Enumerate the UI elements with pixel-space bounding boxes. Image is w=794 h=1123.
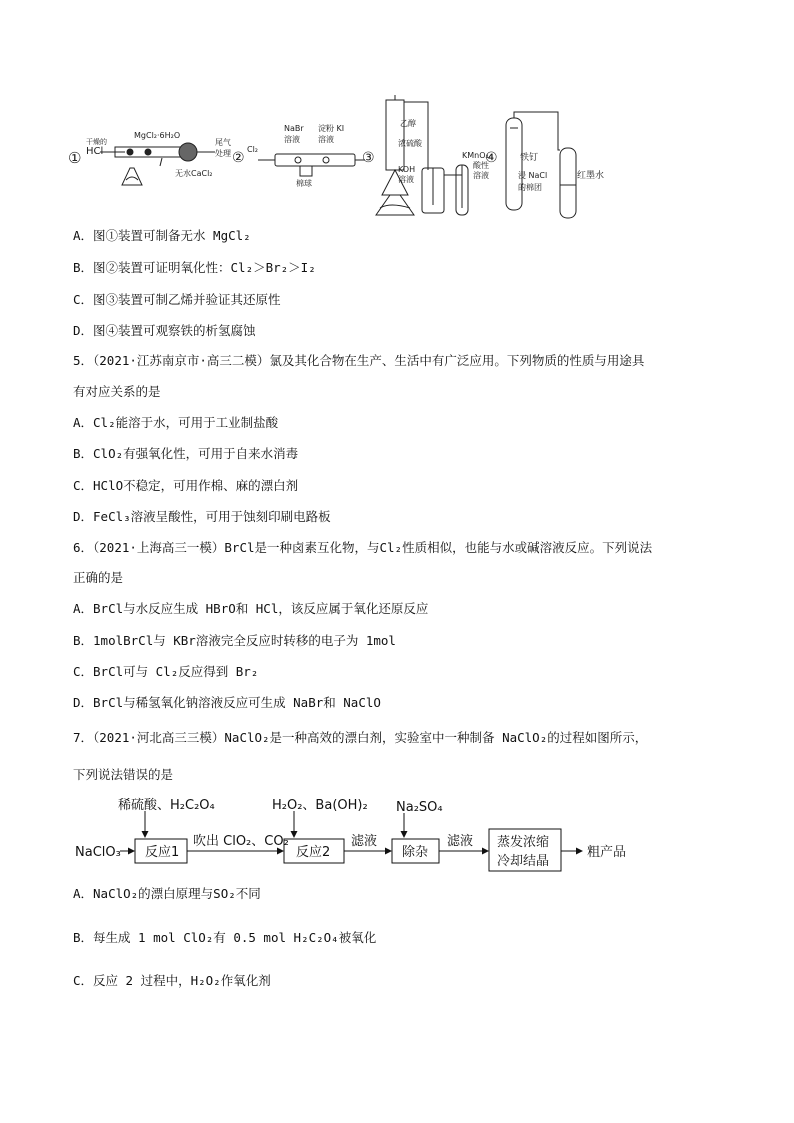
q5-option-a: A．Cl₂能溶于水，可用于工业制盐酸 [73,415,279,430]
label-kmno4-a: KMnO₄ [462,151,489,160]
label-mgcl: MgCl₂·6H₂O [134,131,181,140]
flow-diagram [0,795,794,885]
label-hcl-a: 干燥的 [86,138,107,146]
label-nacl-a: 浸 NaCl [518,171,548,180]
q6-option-a: A．BrCl与水反应生成 HBrO和 HCl，该反应属于氧化还原反应 [73,601,429,616]
q6-stem-line1: 6．（2021·上海高三一模）BrCl是一种卤素互化物，与Cl₂性质相似，也能与水或碱溶液反应。下列说法 [73,540,653,555]
label-tail-b: 处理 [215,149,231,158]
label-n4: ④ [485,150,498,166]
q5-option-b: B．ClO₂有强氧化性，可用于自来水消毒 [73,446,299,461]
label-nail: 铁钉 [520,153,539,163]
q5-option-d: D．FeCl₃溶液呈酸性，可用于蚀刻印刷电路板 [73,509,331,524]
flow-add1: 稀硫酸、H₂C₂O₄ [118,798,215,813]
apparatus-figure [0,0,794,225]
label-n1: ① [68,149,82,167]
label-n3: ③ [362,150,375,166]
flow-box2-label: 反应2 [296,845,331,860]
label-koh-a: KOH [398,165,416,174]
q7-stem-line1: 7．（2021·河北高三三模）NaClO₂是一种高效的漂白剂，实验室中一种制备 NaClO₂的过程如图所示， [73,730,648,745]
q6-option-d: D．BrCl与稀氢氧化钠溶液反应可生成 NaBr和 NaClO [73,695,381,710]
q7-stem-line2: 下列说法错误的是 [73,767,174,782]
label-ethanol: 乙醇 [400,119,416,128]
flow-gas: 吹出 ClO₂、CO₂ [193,834,289,849]
q6-option-c: C．BrCl可与 Cl₂反应得到 Br₂ [73,664,259,679]
q4-option-a: A．图①装置可制备无水 MgCl₂ [73,228,251,243]
q6-stem-line2: 正确的是 [73,570,124,585]
flow-add3: Na₂SO₄ [396,800,443,815]
flow-box1-label: 反应1 [145,845,180,860]
q7-option-c: C．反应 2 过程中，H₂O₂作氧化剂 [73,973,271,988]
flow-box4-line1: 蒸发浓缩 [497,835,550,850]
label-nabr-a: NaBr [284,124,304,133]
q5-option-c: C．HClO不稳定，可用作棉、麻的漂白剂 [73,478,299,493]
label-tail-a: 尾气 [215,138,231,147]
label-ink: 红墨水 [577,171,605,181]
label-cl2: Cl₂ [247,145,259,154]
label-hcl-b: HCl [86,146,104,157]
label-ki-b: 溶液 [318,135,334,144]
flow-box4-line2: 冷却结晶 [497,854,550,869]
q7-option-b: B．每生成 1 mol ClO₂有 0.5 mol H₂C₂O₄被氧化 [73,930,377,945]
q5-stem-line2: 有对应关系的是 [73,384,161,399]
flow-box3-label: 除杂 [402,845,429,860]
label-h2so4: 浓硫酸 [398,139,422,148]
label-kmno4-b: 酸性 [473,161,489,170]
q7-option-a: A．NaClO₂的漂白原理与SO₂不同 [73,886,261,901]
flow-start: NaClO₃ [75,845,121,860]
flow-add2: H₂O₂、Ba(OH)₂ [272,798,368,813]
label-nacl-b: 的棉团 [518,183,542,192]
label-cacl2: 无水CaCl₂ [175,169,213,178]
label-koh-b: 溶液 [398,175,414,184]
label-ki-a: 淀粉 KI [318,124,345,133]
q5-stem-line1: 5．（2021·江苏南京市·高三二模）氯及其化合物在生产、生活中有广泛应用。下列物质的性质与用途具 [73,353,645,368]
q4-option-b: B．图②装置可证明氧化性：Cl₂＞Br₂＞I₂ [73,260,316,275]
q6-option-b: B．1molBrCl与 KBr溶液完全反应时转移的电子为 1mol [73,633,396,648]
flow-product: 粗产品 [587,845,627,860]
label-kmno4-c: 溶液 [473,171,489,180]
q4-option-c: C．图③装置可制乙烯并验证其还原性 [73,292,281,307]
flow-filtrate2: 滤液 [447,834,474,849]
label-nabr-b: 溶液 [284,135,300,144]
label-n2: ② [232,150,245,166]
q4-option-d: D．图④装置可观察铁的析氢腐蚀 [73,323,256,338]
label-cotton: 棉球 [296,179,312,188]
flow-filtrate1: 滤液 [351,834,378,849]
